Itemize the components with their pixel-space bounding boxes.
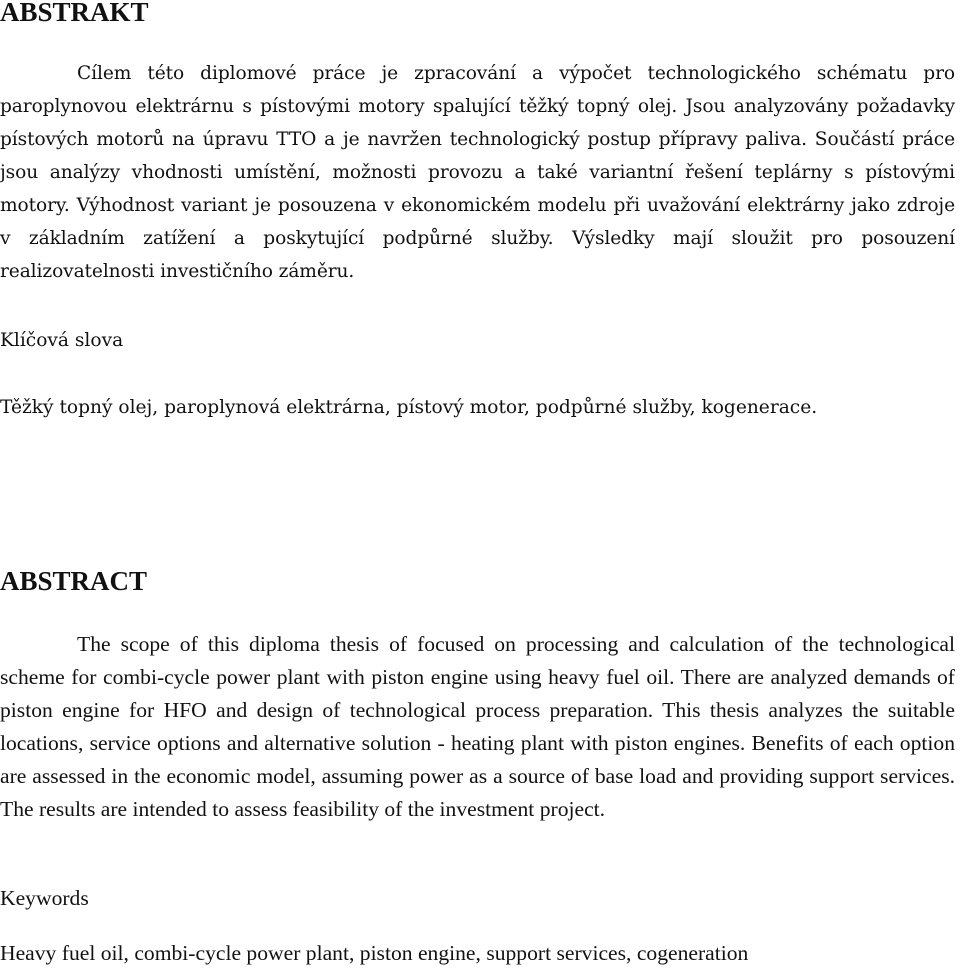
english-abstract-text: The scope of this diploma thesis of focused on processing and calculation of the technological scheme for combi-cycle power plant with piston engine using heavy fuel oil. There are analyzed demands of piston engine for HFO and design of technological process preparation. This thesis analyzes the suitable locations, service options and alternative solution - heating plant with piston engines. Benefits of each option are assessed in the economic model, assuming power as a source of base load and providing support services. The results are intended to assess feasibility of the investment project. <box>0 632 955 821</box>
czech-abstract-heading: ABSTRAKT <box>0 0 149 27</box>
english-keywords-text: Heavy fuel oil, combi-cycle power plant, piston engine, support services, cogeneration <box>0 941 749 965</box>
czech-keywords-text: Těžký topný olej, paroplynová elektrárna, pístový motor, podpůrné služby, kogenerace. <box>0 397 818 418</box>
czech-abstract-text: Cílem této diplomové práce je zpracování a výpočet technologického schématu pro paroplynovou elektrárnu s pístovými motory spalující těžký topný olej. Jsou analyzovány požadavky pístových motorů na úpravu TTO a je navržen technologický postup přípravy paliva. Součástí práce jsou analýzy vhodnosti umístění, možnosti provozu a také variantní řešení teplárny s pístovými motory. Výhodnost variant je posouzena v ekonomickém modelu při uvažování elektrárny jako zdroje v základním zatížení a poskytující podpůrné služby. Výsledky mají sloužit pro posouzení realizovatelnosti investičního záměru. <box>0 63 955 282</box>
english-abstract-heading: ABSTRACT <box>0 566 148 596</box>
english-keywords-label: Keywords <box>0 886 89 910</box>
czech-keywords-label: Klíčová slova <box>0 330 124 351</box>
